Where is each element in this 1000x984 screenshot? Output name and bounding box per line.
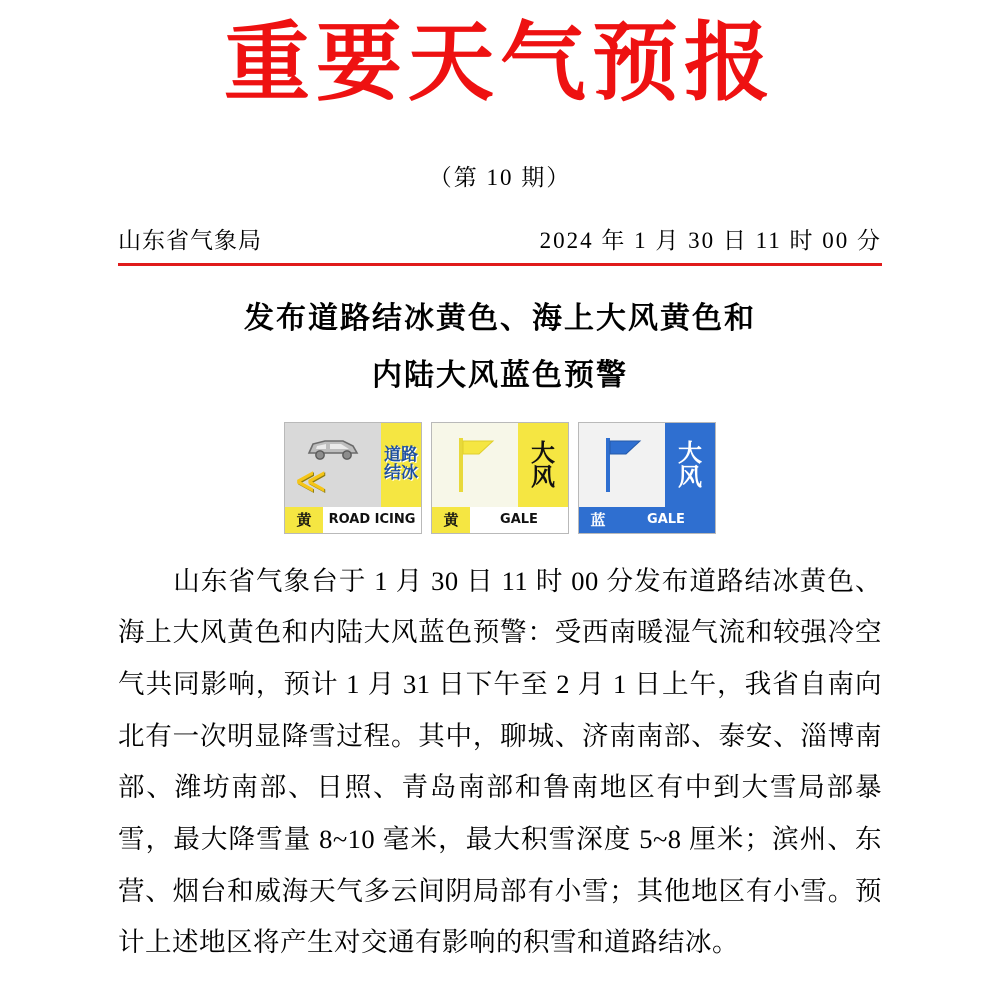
red-divider xyxy=(118,263,882,266)
road-icing-pictogram xyxy=(285,423,381,507)
gale-yellow-level: 黄 xyxy=(432,507,470,533)
forecast-body-text: 山东省气象台于 1 月 30 日 11 时 00 分发布道路结冰黄色、海上大风黄色和内陆大风蓝色预警：受西南暖湿气流和较强冷空气共同影响，预计 1 月 31 日下午至 2 月 1 日上午，我省自南向北有一次明显降雪过程。其中，聊城、济南南部、泰安、淄博南部、潍坊南部、日照、青岛南部和鲁南地区有中到大雪局部暴雪，最大降雪量 8~10 毫米，最大积雪深度 5~8 厘米；滨州、东营、烟台和威海天气多云间阴局部有小雪；其他地区有小雪。预计上述地区将产生对交通有影响的积雪和道路结冰。 xyxy=(118,565,882,958)
gale-yellow-english: GALE xyxy=(470,507,568,533)
road-icing-level: 黄 xyxy=(285,507,323,533)
wind-flag-icon xyxy=(596,434,648,496)
issue-number: （第 10 期） xyxy=(428,164,572,190)
warning-signs xyxy=(0,422,1000,534)
gale-flag-pictogram-yellow xyxy=(432,423,518,507)
gale-blue-level: 蓝 xyxy=(579,507,617,533)
headline-line-2: 内陆大风蓝色预警 xyxy=(372,357,628,393)
wind-flag-icon xyxy=(449,434,501,496)
issuer-name: 山东省气象局 xyxy=(118,227,262,253)
skid-marks-icon: ≪ xyxy=(295,463,323,499)
gale-label-yellow: 大 风 xyxy=(518,423,568,507)
headline-line-1: 发布道路结冰黄色、海上大风黄色和 xyxy=(244,300,756,336)
road-icing-label: 道路 结冰 xyxy=(381,423,421,507)
page-title: 重要天气预报 xyxy=(224,12,776,113)
gale-label-blue: 大 风 xyxy=(665,423,715,507)
warning-sign-road-icing-yellow xyxy=(284,422,422,534)
document-meta xyxy=(118,222,882,255)
issue-datetime: 2024 年 1 月 30 日 11 时 00 分 xyxy=(539,227,882,253)
gale-blue-english: GALE xyxy=(617,507,715,533)
road-icing-english: ROAD ICING xyxy=(323,507,421,533)
warning-sign-gale-blue xyxy=(578,422,716,534)
headline xyxy=(0,290,1000,404)
car-icon xyxy=(305,435,361,461)
gale-flag-pictogram-blue xyxy=(579,423,665,507)
document-page xyxy=(0,12,1000,984)
warning-sign-gale-yellow xyxy=(431,422,569,534)
